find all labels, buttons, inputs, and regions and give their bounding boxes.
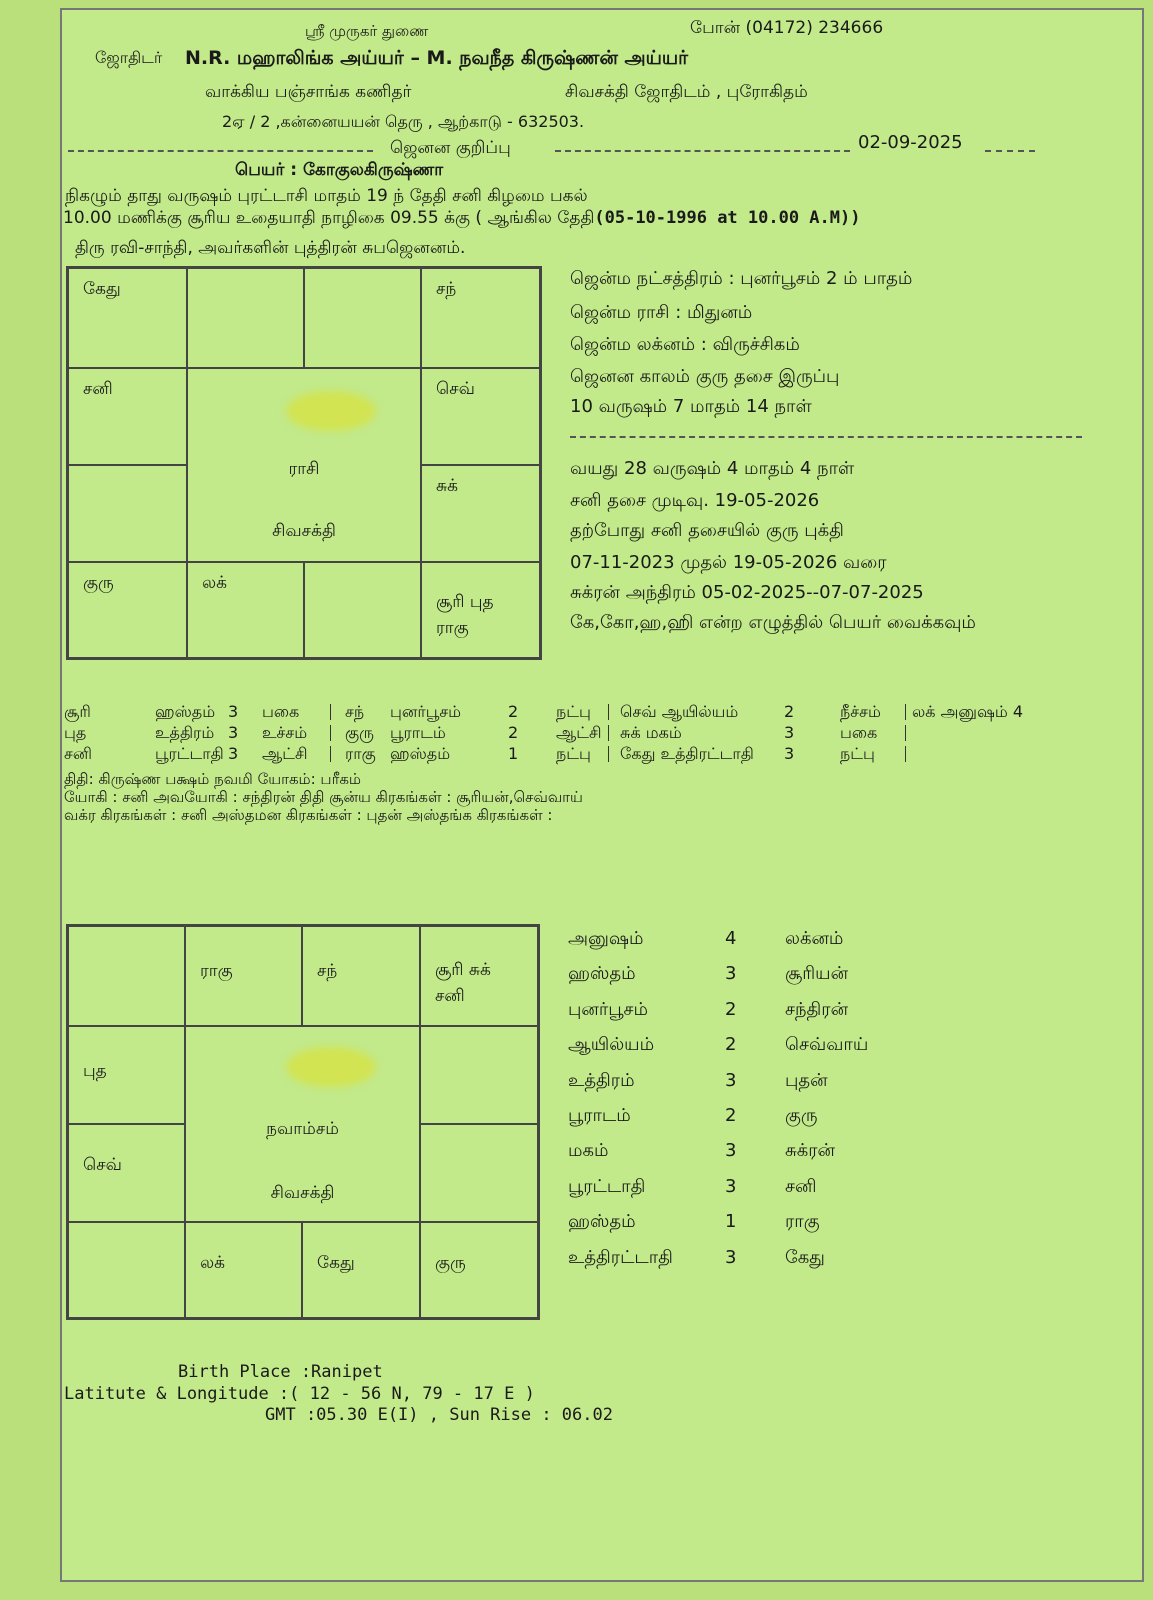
nakshatra-cell: ராகு [785,1211,820,1233]
info-line: ஜென்ம நட்சத்திரம் : புனர்பூசம் 2 ம் பாதம் [570,268,913,289]
rasi-chart [66,266,542,660]
planet-table-cell: 3 [784,744,795,763]
planet-table-cell: புனர்பூசம் [390,702,462,721]
dasa-line: தற்போது சனி தசையில் குரு புக்தி [570,520,844,541]
info-line: ஜென்ம லக்னம் : விருச்சிகம் [570,334,800,355]
planet-table-cell: 3 [228,723,239,742]
nakshatra-cell: ஆயில்யம் [568,1034,655,1056]
rasi-cell: லக் [187,562,304,658]
nakshatra-cell: புனர்பூசம் [568,998,648,1020]
nakshatra-cell: 4 [725,928,737,949]
rasi-sub-label: சிவசக்தி [272,521,336,541]
rasi-cell [304,562,421,658]
rasi-cell: கேது [68,268,187,368]
navamsa-cell: செவ் [68,1124,185,1222]
intro-line-2 [63,208,860,230]
nakshatra-cell: உத்திரம் [568,1069,635,1091]
nakshatra-cell: ஹஸ்தம் [568,1211,636,1233]
planet-table-cell: 2 [784,702,795,721]
navamsa-cell: லக் [185,1222,302,1318]
nakshatra-cell: குரு [785,1105,818,1126]
planet-table-cell: 2 [508,702,519,721]
intro-line-1: நிகழும் தாது வருஷம் புரட்டாசி மாதம் 19 ந் தேதி சனி கிழமை பகல் [65,186,588,206]
table-separator [905,746,906,762]
planet-table-cell: நட்பு [556,702,591,721]
nakshatra-cell: அனுஷம் [568,928,644,949]
nakshatra-cell: 2 [725,998,737,1020]
planet-table-cell: நட்பு [840,744,875,763]
rasi-cell [187,268,304,368]
navamsa-cell [68,926,185,1026]
planet-table-cell: 1 [508,744,519,763]
invocation: ஸ்ரீ முருகர் துணை [305,22,429,40]
misc-line: யோகி : சனி அவயோகி : சந்திரன் திதி சூன்ய கிரகங்கள் : சூரியன்,செவ்வாய் [64,788,583,806]
lat-long: Latitute & Longitude :( 12 - 56 N, 79 - 17 E ) [64,1384,535,1404]
left-title: வாக்கிய பஞ்சாங்க கணிதர் [205,82,412,102]
navamsa-sub-label: சிவசக்தி [270,1183,335,1203]
smudge [286,391,376,431]
divider [68,150,373,152]
rasi-cell [304,268,421,368]
navamsa-cell: சூரி சுக் சனி [420,926,538,1026]
doc-title: ஜெனன குறிப்பு [390,138,511,158]
planet-table-cell: ஆட்சி [262,744,308,763]
nakshatra-cell: சனி [785,1175,817,1197]
table-separator [905,725,906,741]
navamsa-cell: குரு [420,1222,538,1318]
planet-table-cell: 3 [228,744,239,763]
rasi-cell [68,465,187,562]
nakshatra-cell: 3 [725,1069,737,1091]
planet-table-cell: புத [64,723,87,742]
gmt-sunrise: GMT :05.30 E(I) , Sun Rise : 06.02 [265,1405,613,1425]
planet-table-cell: பூரட்டாதி [155,744,224,763]
navamsa-cell [420,1124,538,1222]
info-line: ஜெனன காலம் குரு தசை இருப்பு [570,366,840,387]
navamsa-cell [68,1222,185,1318]
planet-table-cell: பகை [840,723,878,742]
planet-table-cell: நீச்சம் [840,702,881,721]
divider [570,436,1082,438]
nakshatra-cell: 3 [725,1140,737,1162]
nakshatra-cell: 1 [725,1211,737,1233]
doc-date: 02-09-2025 [858,132,963,153]
rasi-cell: குரு [68,562,187,658]
planet-table-cell: ஹஸ்தம் [390,744,451,763]
dasa-line: வயது 28 வருஷம் 4 மாதம் 4 நாள் [570,458,855,479]
table-separator [330,725,331,741]
divider [555,150,850,152]
navamsa-cell: கேது [302,1222,420,1318]
planet-table-cell: 2 [508,723,519,742]
planet-table-cell: சந் [345,702,365,721]
planet-table-cell: பூராடம் [390,723,446,742]
nakshatra-cell: கேது [785,1246,825,1268]
info-line: ஜென்ம ராசி : மிதுனம் [570,302,753,323]
rasi-label: ராசி [288,459,320,479]
rasi-cell: சந் [421,268,540,368]
nakshatra-cell: சூரியன் [785,963,849,985]
rasi-center [187,368,421,562]
navamsa-label: நவாம்சம் [266,1119,339,1139]
planet-table-cell: நட்பு [556,744,591,763]
navamsa-center [185,1026,420,1222]
misc-line: வக்ர கிரகங்கள் : சனி அஸ்தமன கிரகங்கள் : புதன் அஸ்தங்க கிரகங்கள் : [64,806,553,824]
table-separator [330,704,331,720]
nakshatra-cell: 2 [725,1034,737,1056]
planet-table-cell: உச்சம் [262,723,308,742]
nakshatra-cell: 3 [725,1175,737,1197]
rasi-cell: செவ் [421,368,540,465]
table-separator [330,746,331,762]
planet-table-cell: லக் அனுஷம் 4 [912,702,1023,721]
intro-line-3: திரு ரவி-சாந்தி, அவர்களின் புத்திரன் சுபஜெனனம். [75,238,466,258]
planet-table-cell: 3 [784,723,795,742]
address: 2ஏ / 2 ,கன்னையயன் தெரு , ஆற்காடு - 632503. [222,112,585,131]
dasa-line: சனி தசை முடிவு. 19-05-2026 [570,490,820,511]
planet-table-cell: ராகு [345,744,376,763]
navamsa-chart [66,924,540,1320]
nakshatra-cell: லக்னம் [785,928,844,949]
astrologers-prefix: ஜோதிடர் [95,48,163,67]
right-title: சிவசக்தி ஜோதிடம் , புரோகிதம் [565,82,808,102]
planet-table-cell: கேது உத்திரட்டாதி [620,744,754,763]
nakshatra-cell: மகம் [568,1140,609,1162]
nakshatra-cell: செவ்வாய் [785,1034,869,1056]
planet-table-cell: ஹஸ்தம் [155,702,216,721]
rasi-cell: சுக் [421,465,540,562]
planet-table-cell: செவ் ஆயில்யம் [620,702,739,721]
phone-number: போன் (04172) 234666 [690,18,884,38]
planet-table-cell: சுக் மகம் [620,723,682,742]
misc-line: திதி: கிருஷ்ண பக்ஷம் நவமி யோகம்: பரீகம் [64,770,362,788]
dasa-line: சுக்ரன் அந்திரம் 05-02-2025--07-07-2025 [570,582,924,603]
nakshatra-cell: சுக்ரன் [785,1140,836,1162]
astrologers-names: N.R. மஹாலிங்க அய்யர் – M. நவநீத கிருஷ்ணன் அய்யர் [185,47,689,69]
nakshatra-cell: ஹஸ்தம் [568,963,636,985]
birth-place: Birth Place :Ranipet [178,1362,383,1382]
rasi-cell: சனி [68,368,187,465]
person-name: பெயர் : கோகுலகிருஷ்ணா [235,160,444,180]
planet-table-cell: ஆட்சி [556,723,602,742]
table-separator [905,704,906,720]
nakshatra-cell: உத்திரட்டாதி [568,1246,673,1268]
nakshatra-cell: 3 [725,1246,737,1268]
english-date: (05-10-1996 at 10.00 A.M)) [594,208,861,228]
planet-table-cell: உத்திரம் [155,723,215,742]
nakshatra-cell: 2 [725,1105,737,1126]
nakshatra-cell: புதன் [785,1069,828,1091]
navamsa-cell: சந் [302,926,420,1026]
rasi-cell: சூரி புத ராகு [421,562,540,658]
table-separator [608,746,609,762]
dasa-line: கே,கோ,ஹ,ஹி என்ற எழுத்தில் பெயர் வைக்கவும் [570,612,976,633]
table-separator [608,725,609,741]
navamsa-cell: ராகு [185,926,302,1026]
smudge [286,1047,376,1087]
planet-table-cell: பகை [262,702,300,721]
nakshatra-cell: சந்திரன் [785,998,849,1020]
dasa-line: 07-11-2023 முதல் 19-05-2026 வரை [570,552,887,573]
intro-line-2-text: 10.00 மணிக்கு சூரிய உதையாதி நாழிகை 09.55 க்கு ( ஆங்கில தேதி [63,208,595,228]
navamsa-cell: புத [68,1026,185,1124]
nakshatra-cell: பூரட்டாதி [568,1175,646,1197]
navamsa-cell [420,1026,538,1124]
nakshatra-cell: பூராடம் [568,1105,631,1126]
nakshatra-cell: 3 [725,963,737,985]
divider [985,150,1035,152]
planet-table-cell: 3 [228,702,239,721]
planet-table-cell: சனி [64,744,92,763]
planet-table-cell: குரு [345,723,374,742]
info-line: 10 வருஷம் 7 மாதம் 14 நாள் [570,396,812,417]
table-separator [608,704,609,720]
planet-table-cell: சூரி [64,702,91,721]
